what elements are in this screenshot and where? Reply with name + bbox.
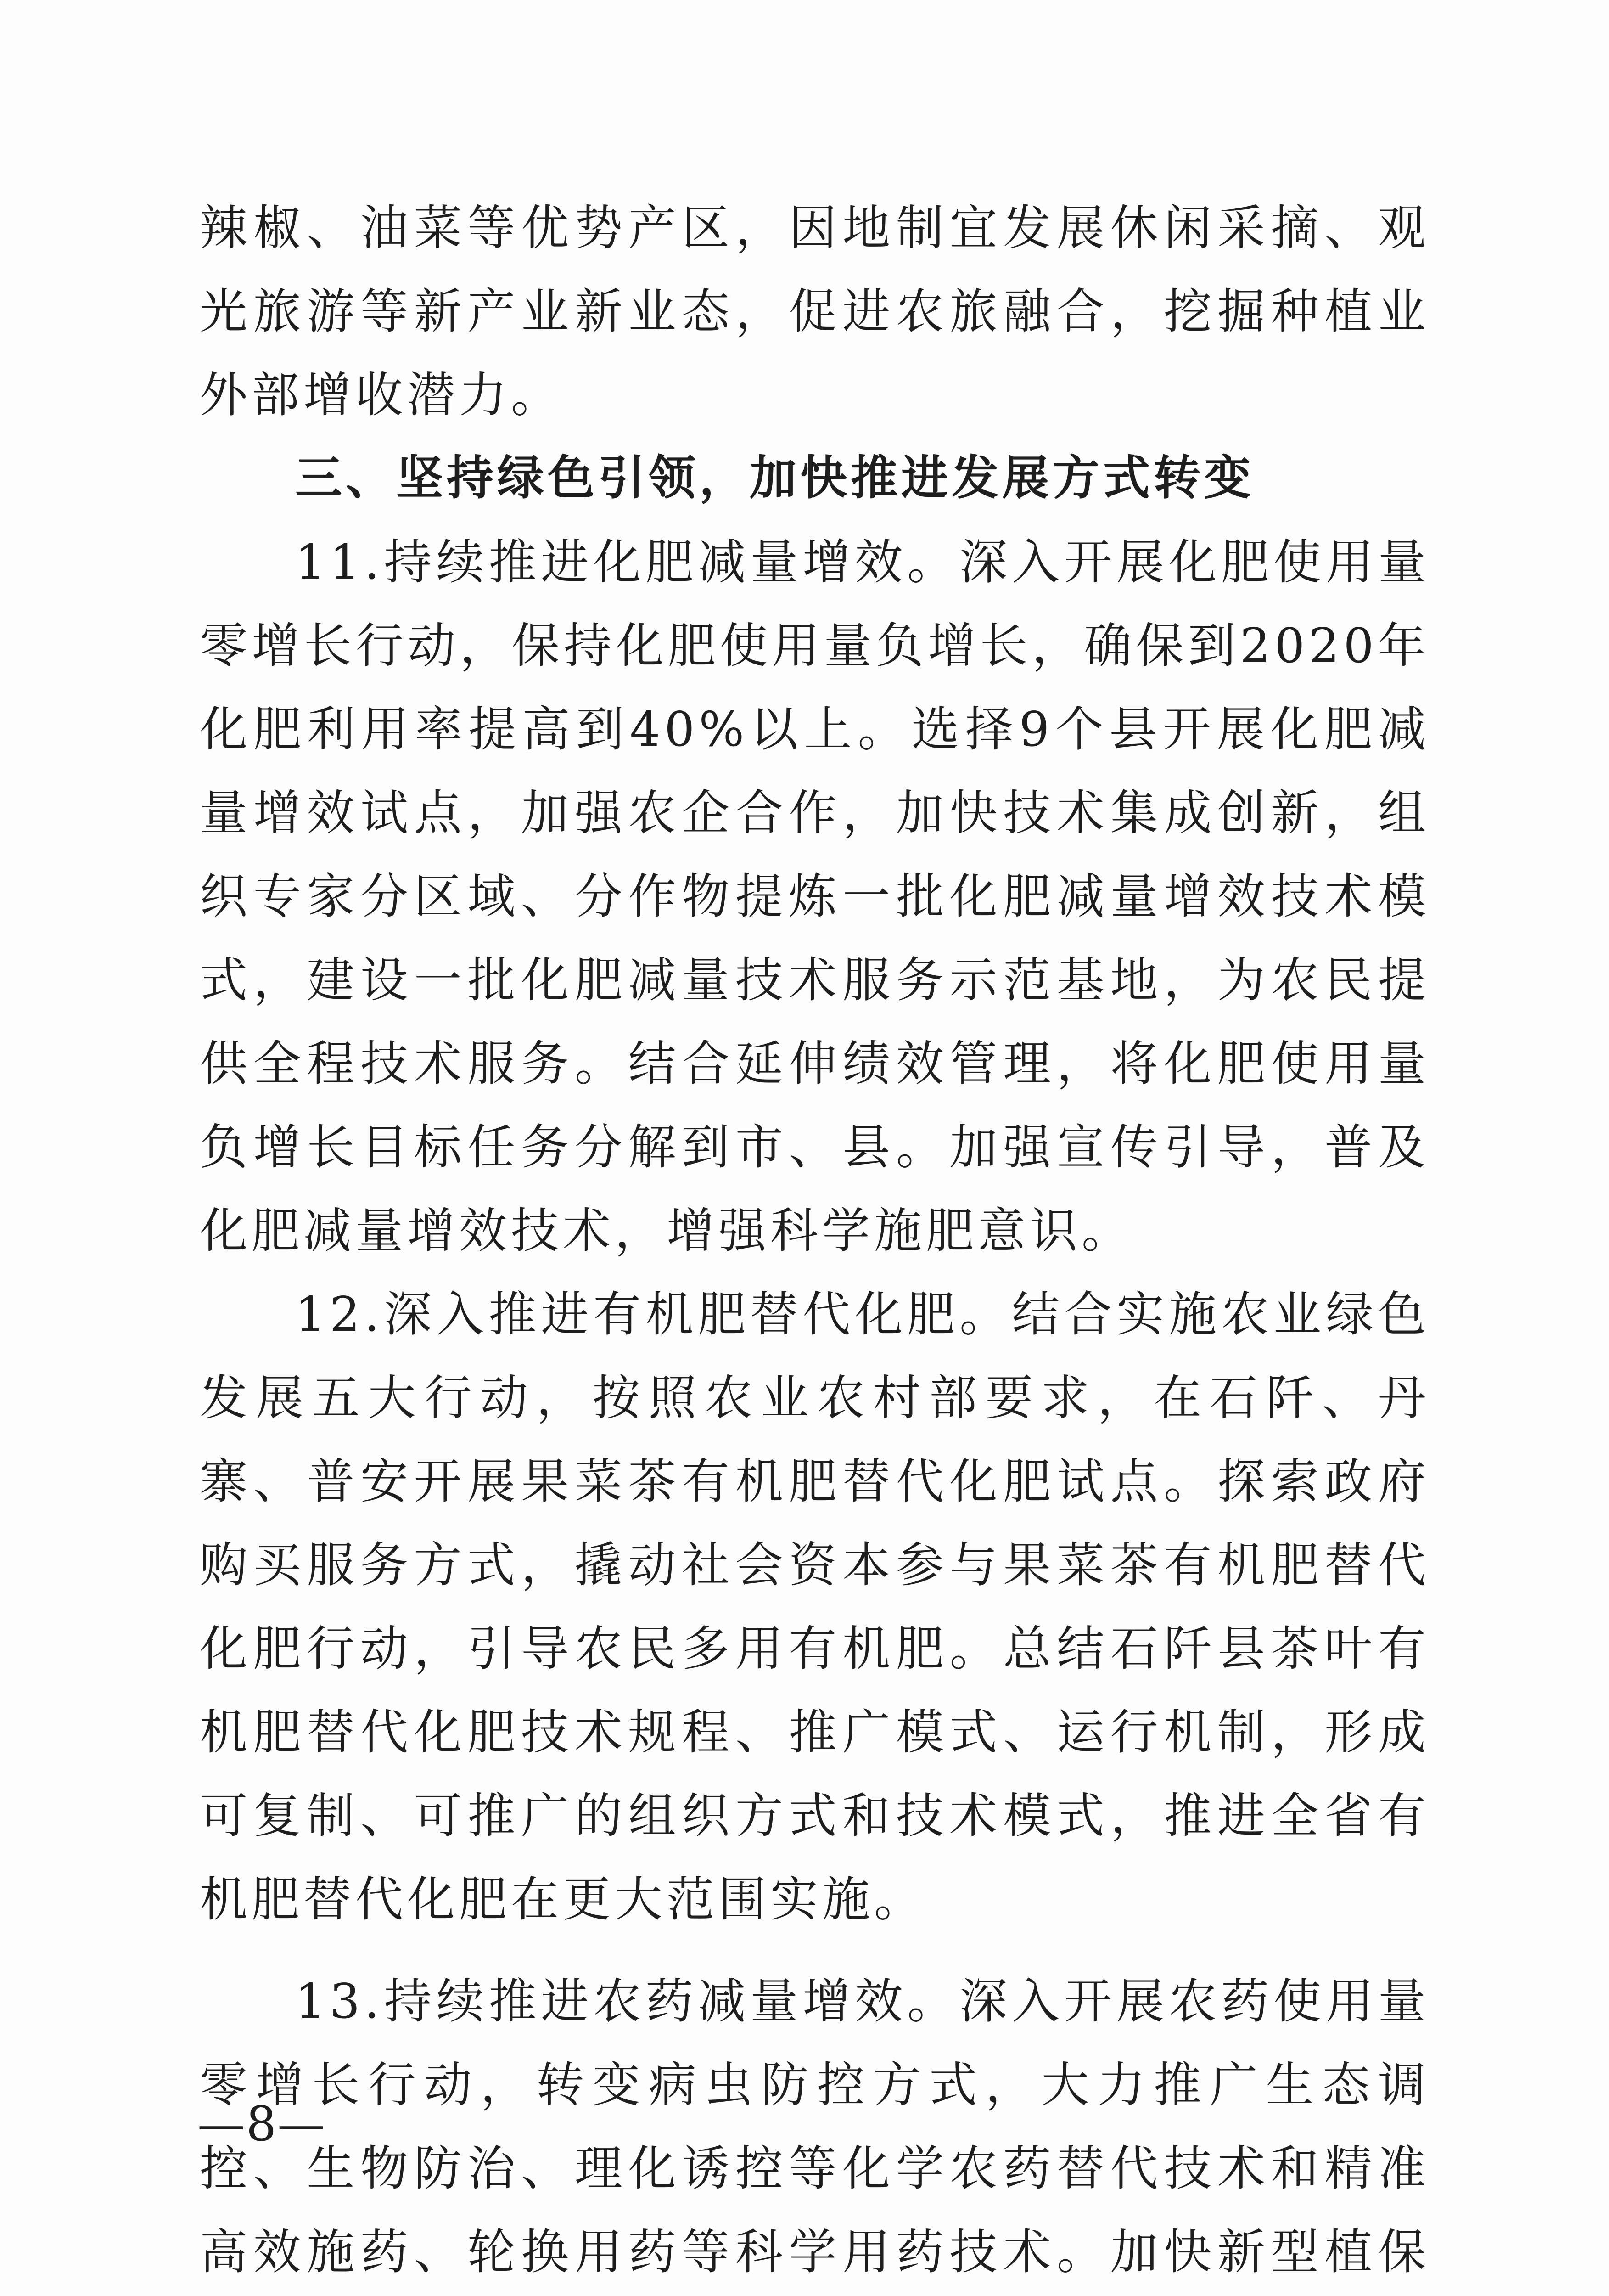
- section-heading-3: 三、坚持绿色引领，加快推进发展方式转变: [295, 451, 1255, 506]
- page-number: —8—: [197, 2096, 326, 2152]
- paragraph-item-12: 12.深入推进有机肥替代化肥。结合实施农业绿色发展五大行动，按照农业农村部要求，在石阡、丹寨、普安开展果菜茶有机肥替代化肥试点。探索政府购买服务方式，撬动社会资本参与果菜茶有机肥替代化肥行动，引导农民多用有机肥。总结石阡县茶叶有机肥替代化肥技术规程、推广模式、运行机制，形成可复制、可推广的组织方式和技术模式，推进全省有机肥替代化肥在更大范围实施。: [200, 1286, 1430, 1927]
- paragraph-item-11: 11.持续推进化肥减量增效。深入开展化肥使用量零增长行动，保持化肥使用量负增长，确保到2020年化肥利用率提高到40%以上。选择9个县开展化肥减量增效试点，加强农企合作，加快技术集成创新，组织专家分区域、分作物提炼一批化肥减量增效技术模式，建设一批化肥减量技术服务示范基地，为农民提供全程技术服务。结合延伸绩效管理，将化肥使用量负增长目标任务分解到市、县。加强宣传引导，普及化肥减量增效技术，增强科学施肥意识。: [200, 534, 1430, 1259]
- document-body: [200, 186, 1430, 2296]
- paragraph-gap: [200, 1941, 1430, 1959]
- paragraph-item-13: 13.持续推进农药减量增效。深入开展农药使用量零增长行动，转变病虫防控方式，大力推广生态调控、生物防治、理化诱控等化学农药替代技术和精准高效施药、轮换用药等科学用药技术。加快新型植保: [200, 1973, 1430, 2280]
- paragraph-continued: 辣椒、油菜等优势产区，因地制宜发展休闲采摘、观光旅游等新产业新业态，促进农旅融合，挖掘种植业外部增收潜力。: [200, 200, 1430, 423]
